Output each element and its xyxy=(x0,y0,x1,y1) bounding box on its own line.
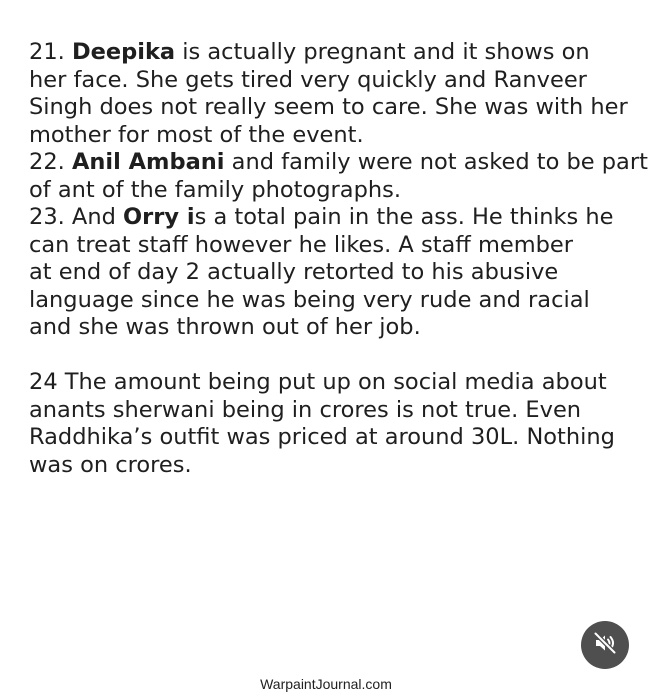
paragraph-23-line-3: at end of day 2 actually retorted to his abusive xyxy=(29,259,559,285)
paragraph-23-line-4: language since he was being very rude and racial xyxy=(29,286,590,313)
paragraph-24-line-3: Raddhika’s outfit was priced at around 30L. Nothing xyxy=(29,424,615,450)
paragraph-23-line-2: can treat staff however he likes. A staff member xyxy=(29,231,574,258)
text-span: and family were not asked to be part xyxy=(224,149,648,175)
paragraph-21-line-1 xyxy=(29,39,639,67)
paragraph-23-line-5: and she was thrown out of her job. xyxy=(29,314,421,340)
item-number: 23. And xyxy=(29,204,124,230)
mute-toggle-button[interactable] xyxy=(581,621,629,669)
paragraph-spacer xyxy=(29,342,639,370)
item-number: 22. xyxy=(29,149,72,175)
paragraph-23-line-1 xyxy=(29,204,639,232)
text-span: is actually pregnant and it shows on xyxy=(175,39,590,65)
speaker-muted-icon xyxy=(592,630,618,660)
watermark-text: WarpaintJournal.com xyxy=(260,676,392,692)
paragraph-24-line-2: anants sherwani being in crores is not true. Even xyxy=(29,396,582,423)
bold-name: Orry i xyxy=(123,204,195,230)
paragraph-22-line-2: of ant of the family photographs. xyxy=(29,176,402,203)
paragraph-24-line-4: was on crores. xyxy=(29,451,192,478)
text-span: s a total pain in the ass. He thinks he xyxy=(194,204,614,230)
paragraph-21-line-3: Singh does not really seem to care. She was with her xyxy=(29,94,628,120)
paragraph-22-line-1 xyxy=(29,149,648,177)
bold-name: Anil Ambani xyxy=(71,149,225,175)
paragraph-21-line-2: her face. She gets tired very quickly and Ranveer xyxy=(29,66,587,93)
bold-name: Deepika xyxy=(71,39,176,65)
article-text xyxy=(29,39,648,479)
paragraph-21-line-4: mother for most of the event. xyxy=(29,121,364,148)
item-number: 21. xyxy=(29,39,72,65)
paragraph-24-line-1: 24 The amount being put up on social media about xyxy=(29,369,607,395)
